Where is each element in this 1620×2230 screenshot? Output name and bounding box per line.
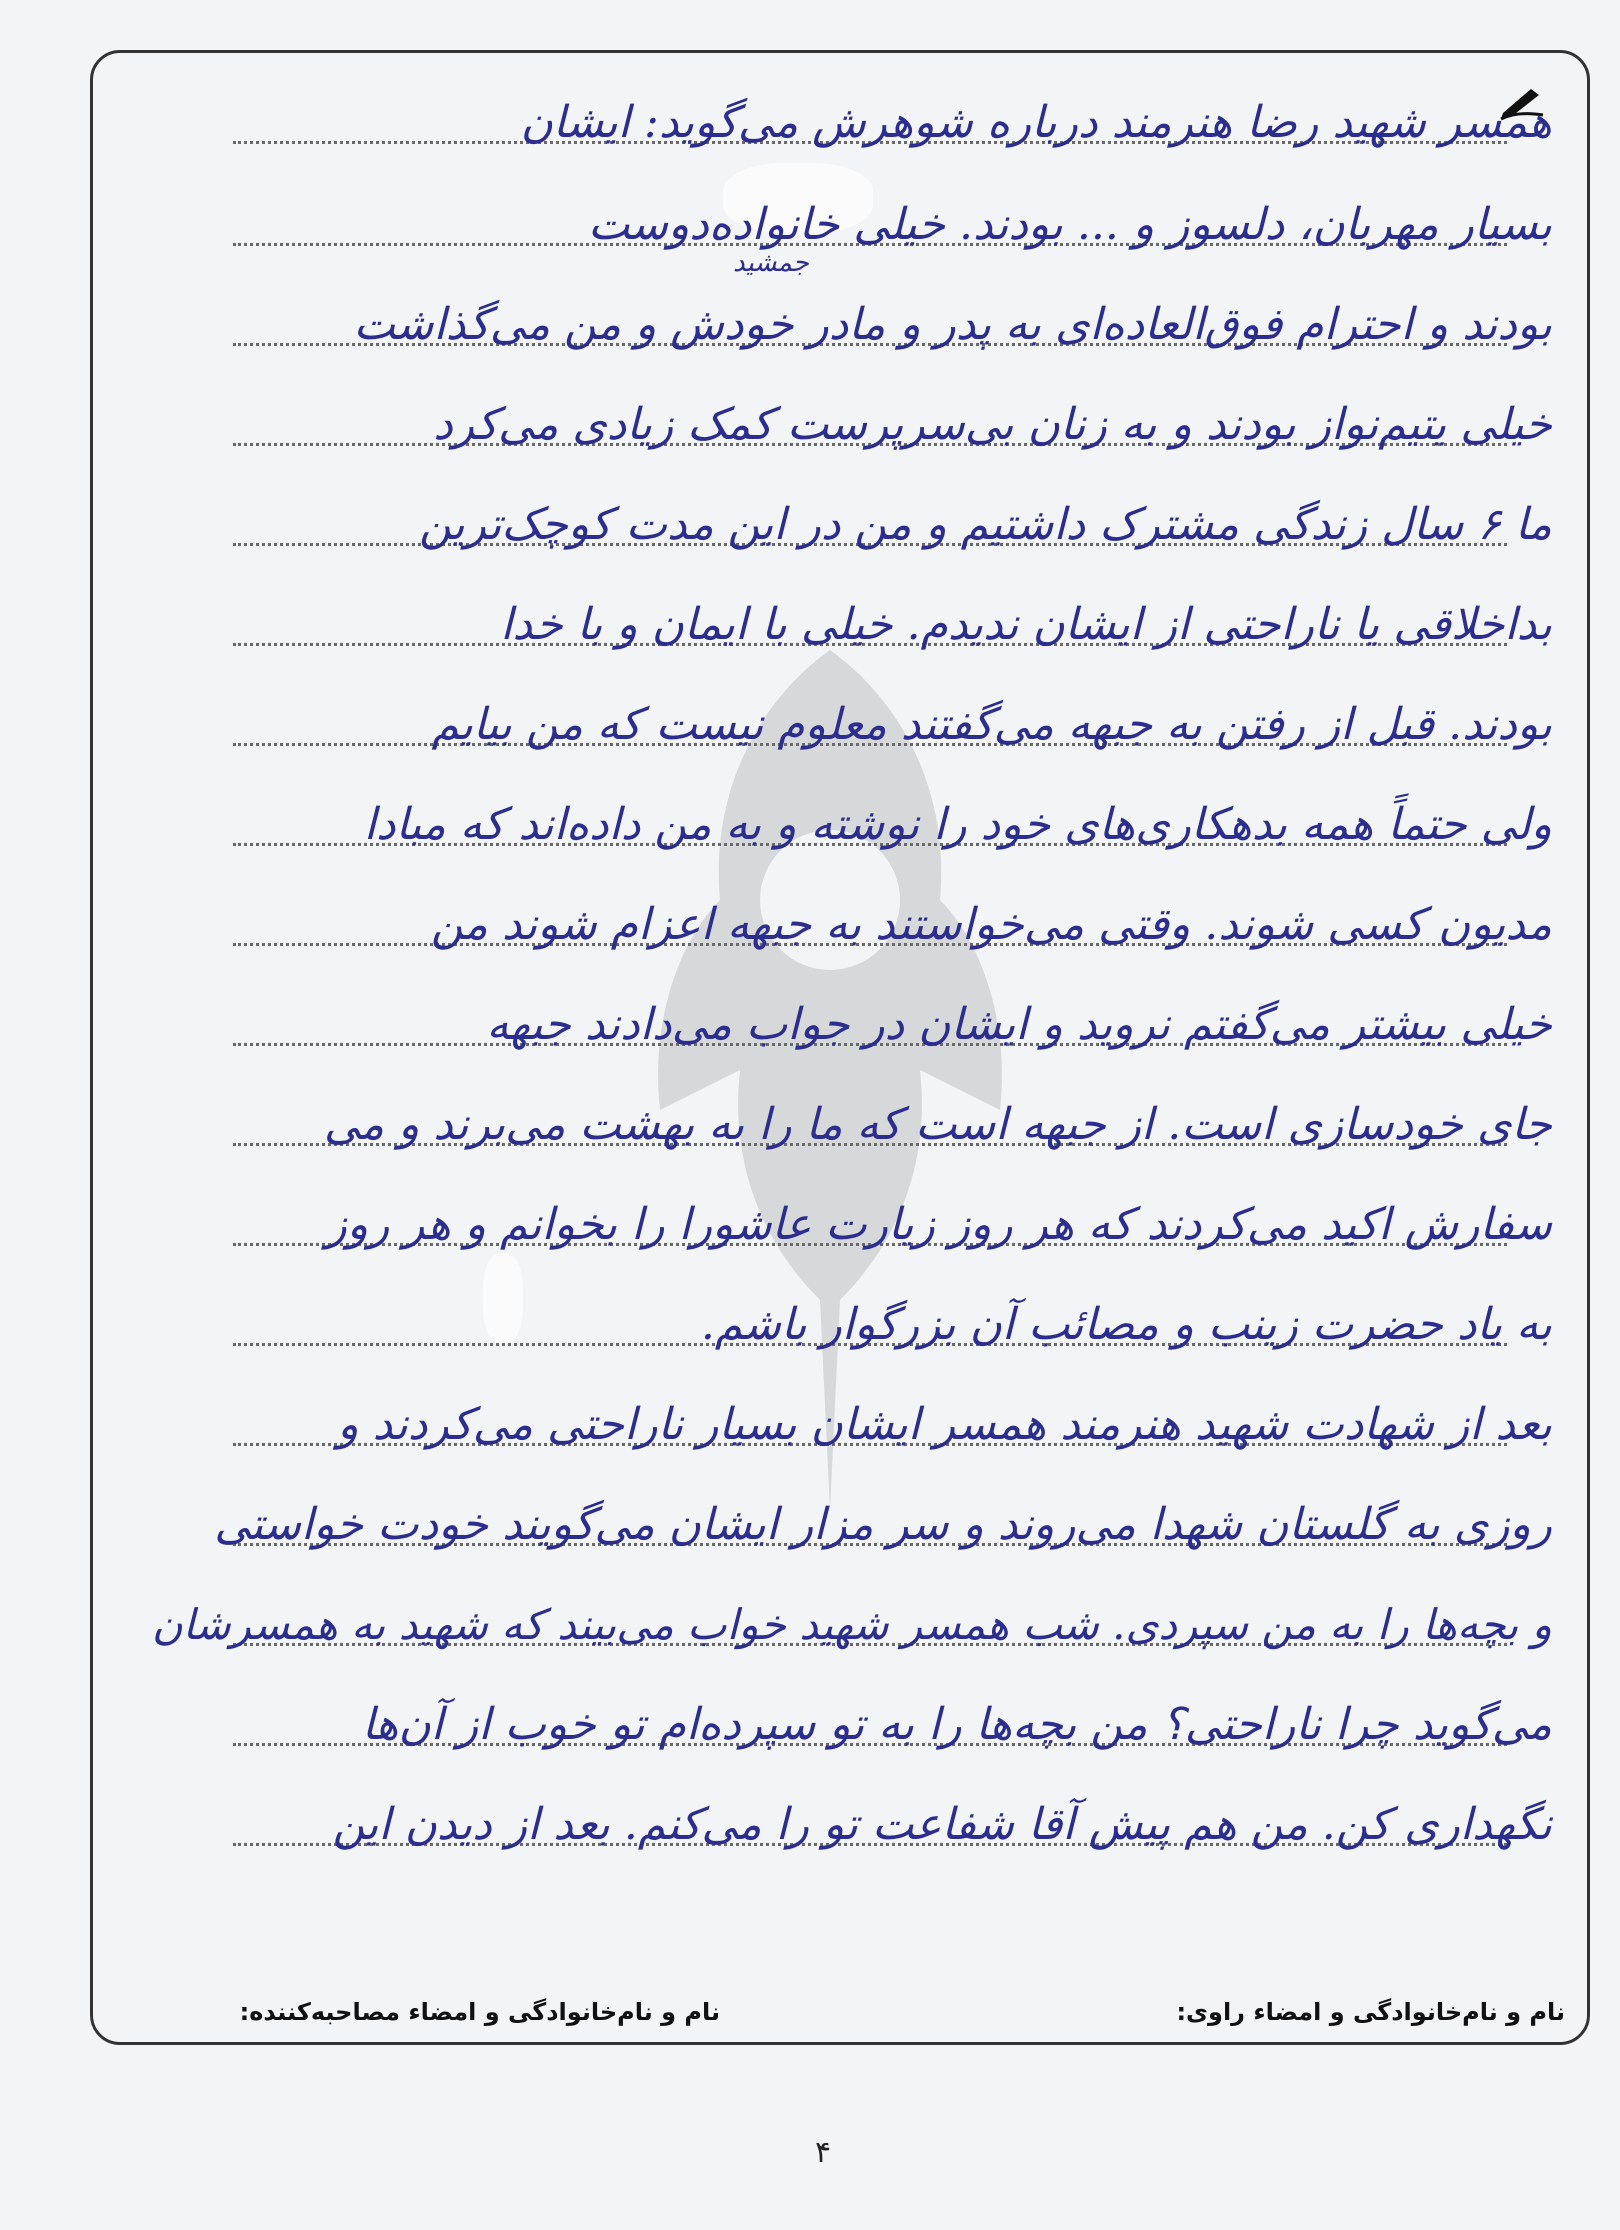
handwritten-line: روزی به گلستان شهدا می‌روند و سر مزار ایشان می‌گویند خودت خواستی (214, 1499, 1552, 1550)
interviewer-signature-label: نام و نام‌خانوادگی و امضاء مصاحبه‌کننده: (239, 1998, 720, 2026)
narrator-signature-label: نام و نام‌خانوادگی و امضاء راوی: (1176, 1998, 1565, 2026)
handwritten-line: ما ۶ سال زندگی مشترک داشتیم و من در این مدت کوچک‌ترین (419, 499, 1552, 550)
form-frame (90, 50, 1590, 2045)
signature-footer (90, 1990, 1590, 2040)
handwritten-line: بودند و احترام فوق‌العاده‌ای به پدر و مادر خودش و من می‌گذاشت (353, 299, 1552, 350)
handwritten-line: به یاد حضرت زینب و مصائب آن بزرگوار باشم. (700, 1299, 1552, 1350)
handwritten-line: بودند. قبل از رفتن به جبهه می‌گفتند معلوم نیست که من بیایم (431, 699, 1552, 750)
handwritten-line: و بچه‌ها را به من سپردی. شب همسر شهید خواب می‌بیند که شهید به همسرشان (151, 1600, 1552, 1649)
handwritten-line: ولی حتماً همه بدهکاری‌های خود را نوشته و به من داده‌اند که مبادا (363, 799, 1552, 850)
page-number: ۴ (815, 2135, 832, 2170)
handwritten-line: سفارش اکید می‌کردند که هر روز زیارت عاشورا را بخوانم و هر روز (325, 1199, 1552, 1250)
handwritten-line: جای خودسازی است. از جبهه است که ما را به بهشت می‌برند و می (323, 1099, 1552, 1150)
correction-fluid-mark (483, 1253, 523, 1343)
handwritten-line: بسیار مهربان، دلسوز و ... بودند. خیلی خانواده‌دوست (587, 199, 1552, 250)
interlinear-note: جمشید (733, 248, 809, 278)
handwritten-line: بعد از شهادت شهید هنرمند همسر ایشان بسیار ناراحتی می‌کردند و (337, 1399, 1552, 1450)
handwritten-line: بداخلاقی یا ناراحتی از ایشان ندیدم. خیلی با ایمان و با خدا (500, 599, 1552, 650)
handwritten-line: همسر شهید رضا هنرمند درباره شوهرش می‌گوید: ایشان (520, 97, 1552, 148)
handwritten-line: خیلی بیشتر می‌گفتم نروید و ایشان در جواب می‌دادند جبهه (486, 999, 1552, 1050)
handwritten-line: خیلی یتیم‌نواز بودند و به زنان بی‌سرپرست کمک زیادی می‌کرد (433, 399, 1552, 450)
handwritten-line: مدیون کسی شوند. وقتی می‌خواستند به جبهه اعزام شوند من (430, 899, 1552, 950)
handwritten-line: می‌گوید چرا ناراحتی؟ من بچه‌ها را به تو سپرده‌ام تو خوب از آن‌ها (361, 1699, 1552, 1750)
handwritten-line: نگهداری کن. من هم پیش آقا شفاعت تو را می‌کنم. بعد از دیدن این (332, 1799, 1552, 1850)
